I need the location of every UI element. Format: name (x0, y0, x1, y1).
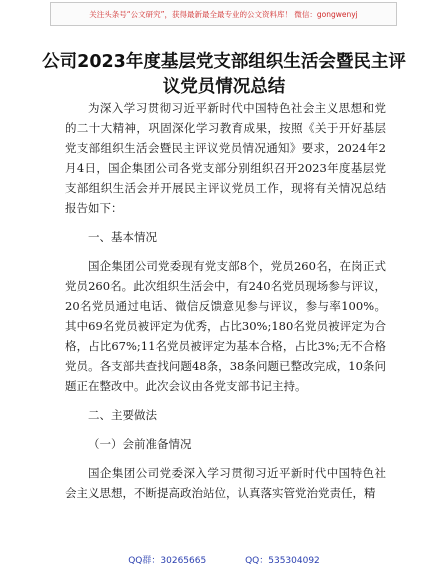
footer-qq: QQ：535304092 (245, 556, 320, 566)
subsection-heading-preparation: （一）会前准备情况 (88, 437, 192, 451)
section-basic-paragraph: 国企集团公司党委现有党支部8个，党员260名，在岗正式党员260名。此次组织生活会中，有240名党员现场参与评议，20名党员通过电话、微信反馈意见参与评议，参与率100%。其中69名党员被评定为优秀，占比30%;180名党员被评定为合格，占比67%;11名党员被评定为基本合格，占比3%;无不合格党员。各支部共查找问题48条，38条问题已整改完成，10条问题正在整改中。此次会议由各党支部书记主持。 (65, 259, 386, 393)
document-body (65, 98, 386, 503)
top-banner (50, 2, 397, 26)
document-title: 公司2023年度基层党支部组织生活会暨民主评议党员情况总结 (42, 52, 406, 97)
preparation-paragraph: 国企集团公司党委深入学习贯彻习近平新时代中国特色社会主义思想，不断提高政治站位，认真落实管党治党责任，精 (65, 466, 386, 500)
section-heading-practices: 二、主要做法 (88, 408, 157, 422)
page-footer (0, 553, 448, 566)
banner-text: 关注头条号“公文研究”，获得最新最全最专业的公文资料库！ 微信：gongwenyj (89, 9, 358, 19)
intro-paragraph: 为深入学习贯彻习近平新时代中国特色社会主义思想和党的二十大精神，巩固深化学习教育成果，按照《关于开好基层党支部组织生活会暨民主评议党员情况通知》要求，2024年2月4日，国企集团公司各党支部分别组织召开2023年度基层党支部组织生活会并开展民主评议党员工作，现将有关情况总结报告如下： (65, 101, 386, 215)
footer-qq-group: QQ群：30265665 (128, 556, 207, 566)
section-heading-basic: 一、基本情况 (88, 230, 157, 244)
